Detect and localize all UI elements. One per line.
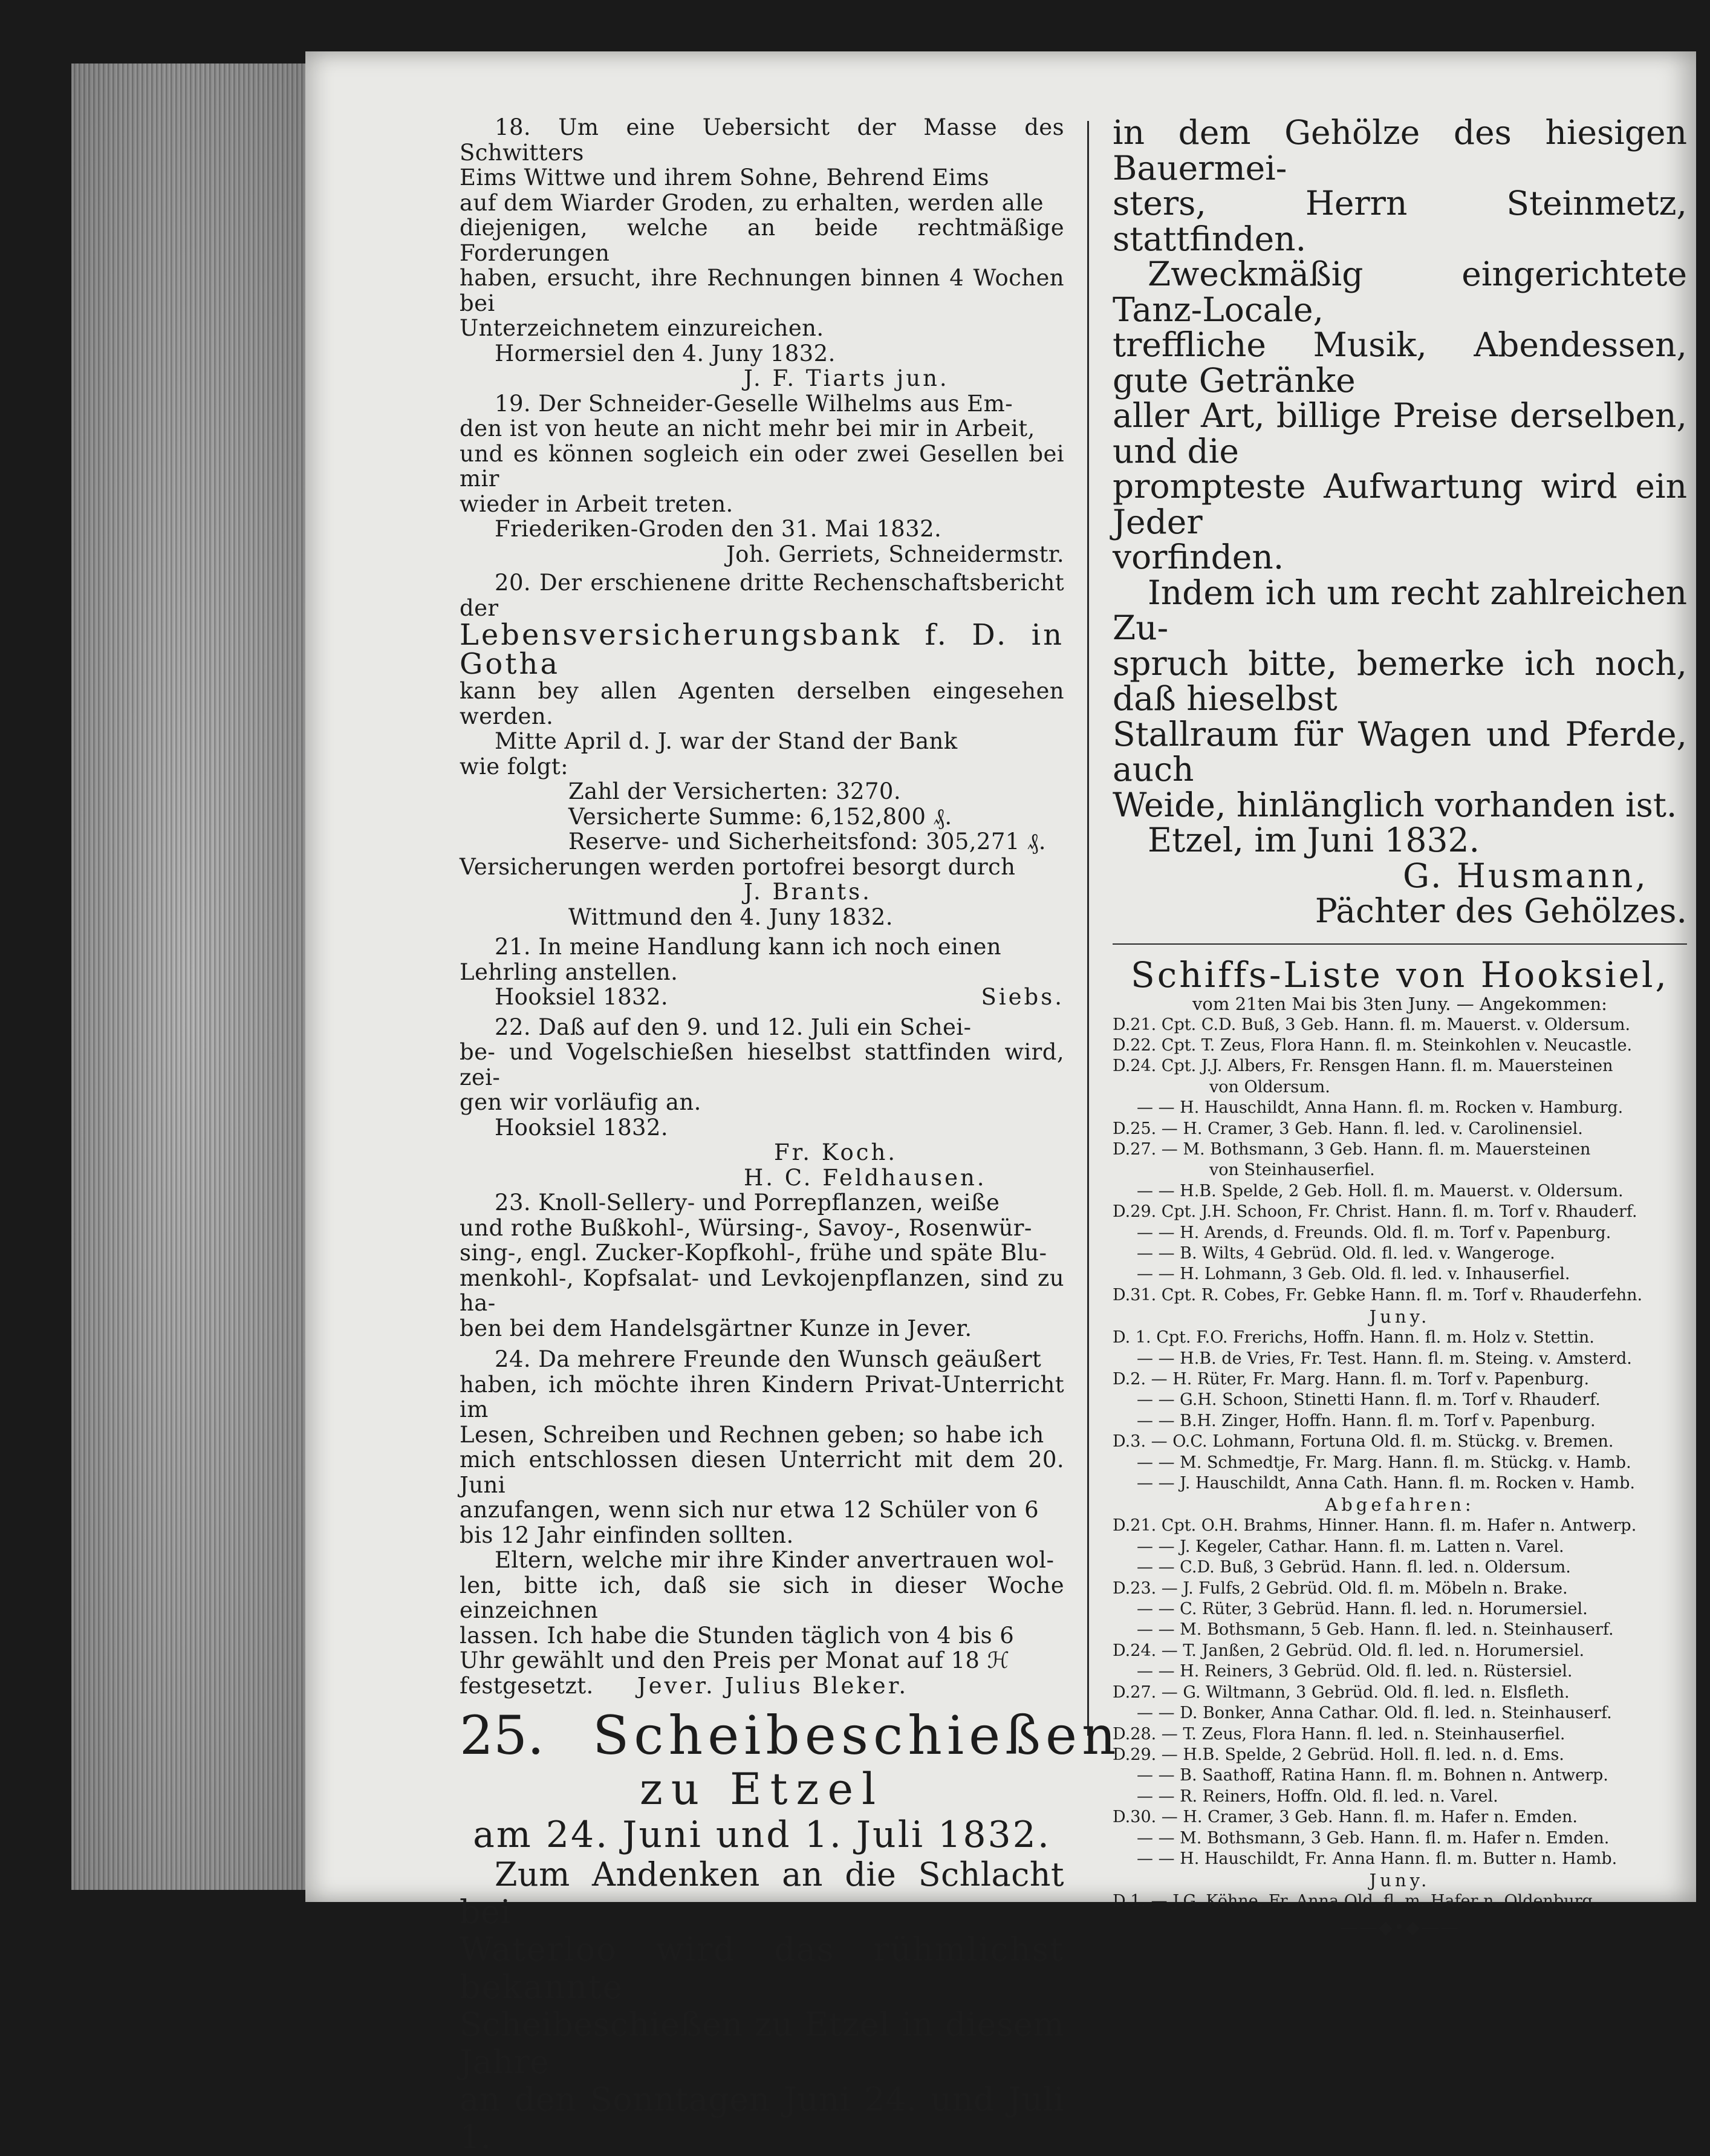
ship-entry: — — H.B. Spelde, 2 Geb. Holl. fl. m. Mauerst. v. Oldersum. xyxy=(1137,1181,1624,1200)
continuation-signature: G. Husmann, xyxy=(1403,856,1648,895)
notice-20-line: 20. Der erschienene dritte Rechenschaftsbericht der xyxy=(460,570,1064,621)
ship-list-arrived xyxy=(1113,1015,1687,1306)
notice-21-place xyxy=(460,985,1064,1010)
continuation-line: treffliche Musik, Abendessen, gute Getränke xyxy=(1113,325,1687,400)
notice-25-subtitle: zu Etzel xyxy=(639,1764,885,1814)
ship-entry: D.24. Cpt. J.J. Albers, Fr. Rensgen Hann. fl. m. Mauersteinen xyxy=(1113,1057,1613,1076)
notice-24-last-line xyxy=(460,1673,1064,1699)
ship-list-month: Juny. xyxy=(1369,1870,1431,1891)
ship-entry: D.22. Cpt. T. Zeus, Flora Hann. fl. m. Steinkohlen v. Neucastle. xyxy=(1113,1035,1633,1055)
right-column xyxy=(1113,115,1687,1938)
ship-entry: — — J. Kegeler, Cathar. Hann. fl. m. Latten n. Varel. xyxy=(1137,1537,1564,1556)
ship-entry: — — M. Bothsmann, 3 Geb. Hann. fl. m. Hafer n. Emden. xyxy=(1137,1828,1610,1848)
column-divider xyxy=(1087,121,1089,1736)
continuation-signature-title: Pächter des Gehölzes. xyxy=(1315,891,1687,930)
ship-entry: D.30. — H. Cramer, 3 Geb. Hann. fl. m. Hafer n. Emden. xyxy=(1113,1808,1578,1827)
notice-22-line: be- und Vogelschießen hieselbst stattfinden wird, zei- xyxy=(460,1039,1064,1090)
ship-entry: — — H. Reiners, 3 Gebrüd. Old. fl. led. n. Rüstersiel. xyxy=(1137,1662,1573,1681)
notice-20-bank-name: Lebensversicherungsbank f. D. in Gotha xyxy=(460,618,1064,681)
notice-18-signature: J. F. Tiarts jun. xyxy=(744,365,949,391)
notice-25-text: Scheibeschießen zu Etzel in diesem Jahre xyxy=(460,2005,1064,2081)
notice-19-line: den ist von heute an nicht mehr bei mir in Arbeit, xyxy=(460,415,1035,441)
ship-entry: — — B.H. Zinger, Hoffn. Hann. fl. m. Torf v. Papenburg. xyxy=(1137,1411,1596,1430)
ship-entry: D.29. Cpt. J.H. Schoon, Fr. Christ. Hann. fl. m. Torf v. Rhauderf. xyxy=(1113,1202,1637,1222)
ship-entry: — — M. Bothsmann, 5 Geb. Hann. fl. led. n. Steinhauserf. xyxy=(1137,1620,1614,1640)
notice-22-line: 22. Daß auf den 9. und 12. Juli ein Schei- xyxy=(495,1014,972,1040)
notice-20-stat: Reserve- und Sicherheitsfond: 305,271 ₰. xyxy=(568,829,1046,855)
notice-19-line: 19. Der Schneider-Geselle Wilhelms aus Em- xyxy=(495,390,1013,417)
notice-23-line: und rothe Bußkohl-, Würsing-, Savoy-, Rosenwür- xyxy=(460,1214,1032,1241)
notice-25-text: an den Sonntagen Juni 24. und Juli 1. xyxy=(460,2080,1064,2156)
ship-entry: D.21. Cpt. O.H. Brahms, Hinner. Hann. fl. m. Hafer n. Antwerp. xyxy=(1113,1516,1637,1536)
continuation-line: Indem ich um recht zahlreichen Zu- xyxy=(1113,573,1687,647)
ship-entry: — — M. Schmedtje, Fr. Marg. Hann. fl. m. Stückg. v. Hamb. xyxy=(1137,1453,1631,1472)
ship-entry: D.2. — H. Rüter, Fr. Marg. Hann. fl. m. Torf v. Papenburg. xyxy=(1113,1370,1590,1389)
notice-20-line: kann bey allen Agenten derselben eingesehen werden. xyxy=(460,678,1064,729)
ship-entry: D.24. — T. Janßen, 2 Gebrüd. Old. fl. led. n. Horumersiel. xyxy=(1113,1641,1585,1660)
notice-23-line: sing-, engl. Zucker-Kopfkohl-, frühe und späte Blu- xyxy=(460,1240,1047,1266)
notice-25-heading xyxy=(460,1704,1121,1767)
notice-18-line: Unterzeichnetem einzureichen. xyxy=(460,315,824,341)
continuation-line: vorfinden. xyxy=(1113,538,1284,576)
notice-25 xyxy=(460,1704,1121,2156)
notice-19-line: wieder in Arbeit treten. xyxy=(460,490,733,517)
ship-list-departed-juny xyxy=(1113,1891,1687,1912)
notice-24-signature: Jever. Julius Bleker. xyxy=(637,1672,909,1699)
ship-entry: D.27. — M. Bothsmann, 3 Geb. Hann. fl. m. Mauersteinen xyxy=(1113,1139,1591,1159)
ship-entry: D.29. — H.B. Spelde, 2 Gebrüd. Holl. fl. led. n. d. Ems. xyxy=(1113,1745,1564,1764)
ship-entry: — — H. Hauschildt, Fr. Anna Hann. fl. m. Butter n. Hamb. xyxy=(1137,1849,1617,1868)
ship-entry: D.21. Cpt. C.D. Buß, 3 Geb. Hann. fl. m. Mauerst. v. Oldersum. xyxy=(1113,1015,1631,1034)
continuation-line: Zweckmäßig eingerichtete Tanz-Locale, xyxy=(1113,255,1687,329)
notice-18-line: auf dem Wiarder Groden, zu erhalten, werden alle xyxy=(460,189,1044,216)
ship-list-arrived-juny xyxy=(1113,1327,1687,1494)
notice-25-title: Scheibeschießen xyxy=(592,1704,1121,1767)
notice-22-place: Hooksiel 1832. xyxy=(495,1114,669,1141)
ship-entry: — — G.H. Schoon, Stinetti Hann. fl. m. Torf v. Rhauderf. xyxy=(1137,1390,1601,1410)
notice-25-text: Zum Andenken an die Schlacht bei xyxy=(460,1855,1064,1931)
notice-21-place-text: Hooksiel 1832. xyxy=(495,984,669,1010)
notice-23-line: ben bei dem Handelsgärtner Kunze in Jever. xyxy=(460,1315,972,1341)
continuation-place: Etzel, im Juni 1832. xyxy=(1148,821,1480,859)
notice-19-place: Friederiken-Groden den 31. Mai 1832. xyxy=(495,516,942,542)
ship-list-departed xyxy=(1113,1516,1687,1869)
notice-20-line: Versicherungen werden portofrei besorgt durch xyxy=(460,853,1016,880)
continuation-line: spruch bitte, bemerke ich noch, daß hieselbst xyxy=(1113,643,1687,718)
ship-entry: D.23. — J. Fulfs, 2 Gebrüd. Old. fl. m. Möbeln n. Brake. xyxy=(1113,1578,1568,1598)
ship-list-subtitle: vom 21ten Mai bis 3ten Juny. — Angekommen: xyxy=(1192,993,1607,1014)
ship-entry: D.1. — J.G. Köhne, Fr. Anna Old. fl. m. Hafer n. Oldenburg. xyxy=(1113,1892,1598,1911)
notice-21 xyxy=(460,934,1064,1010)
notice-24 xyxy=(460,1347,1064,1698)
notice-20 xyxy=(460,570,1064,930)
notice-24-last-text: festgesetzt. xyxy=(460,1672,594,1699)
notice-24-line: len, bitte ich, daß sie sich in dieser Woche einzeichnen xyxy=(460,1572,1064,1623)
notice-21-line: Lehrling anstellen. xyxy=(460,959,678,985)
ship-entry: — — D. Bonker, Anna Cathar. Old. fl. led. n. Steinhauserf. xyxy=(1137,1704,1612,1723)
book-page-edge-shade xyxy=(71,64,308,1890)
notice-24-line: Eltern, welche mir ihre Kinder anvertrauen wol- xyxy=(495,1547,1055,1573)
continuation-line: aller Art, billige Preise derselben, und die xyxy=(1113,396,1687,471)
ship-entry: — — B. Wilts, 4 Gebrüd. Old. fl. led. v. Wangeroge. xyxy=(1137,1243,1555,1263)
continuation-line: prompteste Aufwartung wird ein Jeder xyxy=(1113,467,1687,541)
section-rule xyxy=(1113,943,1687,945)
notice-24-line: 24. Da mehrere Freunde den Wunsch geäußert xyxy=(495,1346,1042,1372)
notice-18-line: diejenigen, welche an beide rechtmäßige Forderungen xyxy=(460,215,1064,266)
ship-entry: — — B. Saathoff, Ratina Hann. fl. m. Bohnen n. Antwerp. xyxy=(1137,1766,1608,1785)
continuation-line: in dem Gehölze des hiesigen Bauermei- xyxy=(1113,113,1687,187)
notice-21-line: 21. In meine Handlung kann ich noch einen xyxy=(495,934,1002,960)
ship-entry: — — H. Lohmann, 3 Geb. Old. fl. led. v. Inhauserfiel. xyxy=(1137,1265,1570,1284)
ornament-flourish: ——◆•◆—— xyxy=(1340,1917,1460,1938)
ship-entry: — — H. Hauschildt, Anna Hann. fl. m. Rocken v. Hamburg. xyxy=(1137,1098,1624,1118)
ship-list-month: Juny. xyxy=(1369,1306,1431,1327)
continuation-line: Stallraum für Wagen und Pferde, auch xyxy=(1113,714,1687,789)
notice-23-line: 23. Knoll-Sellery- und Porrepflanzen, weiße xyxy=(495,1190,1000,1216)
notice-22 xyxy=(460,1015,1064,1191)
ship-entry: von Steinhauserfiel. xyxy=(1209,1161,1375,1180)
continuation-line: Weide, hinlänglich vorhanden ist. xyxy=(1113,785,1677,824)
notice-20-stat: Versicherte Summe: 6,152,800 ₰. xyxy=(568,803,952,830)
notice-24-line: lassen. Ich habe die Stunden täglich von 4 bis 6 xyxy=(460,1622,1015,1649)
notice-19 xyxy=(460,391,1064,567)
ship-entry: D.3. — O.C. Lohmann, Fortuna Old. fl. m. Stückg. v. Bremen. xyxy=(1113,1432,1614,1451)
notice-22-line: gen wir vorläufig an. xyxy=(460,1089,701,1115)
notice-23-line: menkohl-, Kopfsalat- und Levkojenpflanzen, sind zu ha- xyxy=(460,1265,1064,1316)
ship-entry: — — C. Rüter, 3 Gebrüd. Hann. fl. led. n. Horumersiel. xyxy=(1137,1600,1588,1619)
notice-25-date: am 24. Juni und 1. Juli 1832. xyxy=(473,1814,1051,1856)
notice-23 xyxy=(460,1190,1064,1341)
ship-entry: D.27. — G. Wiltmann, 3 Gebrüd. Old. fl. led. n. Elsfleth. xyxy=(1113,1682,1570,1702)
ship-entry: D.28. — T. Zeus, Flora Hann. fl. led. n. Steinhauserfiel. xyxy=(1113,1724,1565,1744)
notice-20-line: wie folgt: xyxy=(460,753,568,780)
continuation-line: sters, Herrn Steinmetz, stattfinden. xyxy=(1113,184,1687,258)
notice-18 xyxy=(460,115,1064,391)
ship-entry: — — H. Arends, d. Freunds. Old. fl. m. Torf v. Papenburg. xyxy=(1137,1223,1611,1242)
notice-22-signature: Fr. Koch. xyxy=(774,1139,898,1165)
notice-24-line: bis 12 Jahr einfinden sollten. xyxy=(460,1522,794,1548)
notice-25-number: 25. xyxy=(460,1704,544,1767)
notice-24-line: haben, ich möchte ihren Kindern Privat-Unterricht im xyxy=(460,1371,1064,1422)
notice-21-signature: Siebs. xyxy=(981,984,1064,1010)
notice-19-signature: Joh. Gerriets, Schneidermstr. xyxy=(726,541,1064,567)
notice-24-line: mich entschlossen diesen Unterricht mit dem 20. Juni xyxy=(460,1447,1064,1498)
notice-22-signature: H. C. Feldhausen. xyxy=(744,1164,987,1191)
ship-entry: von Oldersum. xyxy=(1209,1077,1330,1096)
ship-entry: — — H.B. de Vries, Fr. Test. Hann. fl. m. Steing. v. Amsterd. xyxy=(1137,1349,1632,1368)
ship-list-title: Schiffs-Liste von Hooksiel, xyxy=(1131,954,1669,995)
ship-entry: — — R. Reiners, Hoffn. Old. fl. led. n. Varel. xyxy=(1137,1786,1498,1806)
notice-20-signature: J. Brants. xyxy=(744,879,872,905)
notice-25-continuation xyxy=(1113,115,1687,929)
notice-24-line: Uhr gewählt und den Preis per Monat auf 18 ℋ xyxy=(460,1647,1010,1673)
notice-24-line: Lesen, Schreiben und Rechnen geben; so habe ich xyxy=(460,1421,1044,1448)
left-column xyxy=(460,114,1121,2156)
notice-20-stat: Zahl der Versicherten: 3270. xyxy=(568,778,902,804)
notice-18-place: Hormersiel den 4. Juny 1832. xyxy=(495,340,836,366)
notice-18-line: haben, ersucht, ihre Rechnungen binnen 4 Wochen bei xyxy=(460,265,1064,316)
ship-entry: — — C.D. Buß, 3 Gebrüd. Hann. fl. led. n. Oldersum. xyxy=(1137,1558,1571,1577)
ship-entry: D. 1. Cpt. F.O. Frerichs, Hoffn. Hann. fl. m. Holz v. Stettin. xyxy=(1113,1328,1595,1347)
notice-19-line: und es können sogleich ein oder zwei Gesellen bei mir xyxy=(460,440,1064,492)
ship-entry: D.31. Cpt. R. Cobes, Fr. Gebke Hann. fl. m. Torf v. Rhauderfehn. xyxy=(1113,1285,1643,1304)
notice-24-line: anzufangen, wenn sich nur etwa 12 Schüler von 6 xyxy=(460,1497,1039,1523)
ship-entry: D.25. — H. Cramer, 3 Geb. Hann. fl. led. v. Carolinensiel. xyxy=(1113,1119,1583,1138)
notice-20-place: Wittmund den 4. Juny 1832. xyxy=(568,904,893,930)
ship-entry: — — J. Hauschildt, Anna Cath. Hann. fl. m. Rocken v. Hamb. xyxy=(1137,1474,1636,1493)
notice-18-line: 18. Um eine Uebersicht der Masse des Schwitters xyxy=(460,114,1064,166)
ship-list-departed-title: Abgefahren: xyxy=(1325,1494,1475,1516)
notice-25-text: Waterloo wird das rühmlichst bekannte xyxy=(460,1930,1064,2006)
notice-20-line: Mitte April d. J. war der Stand der Bank xyxy=(495,728,958,754)
notice-18-line: Eims Wittwe und ihrem Sohne, Behrend Eims xyxy=(460,164,989,191)
